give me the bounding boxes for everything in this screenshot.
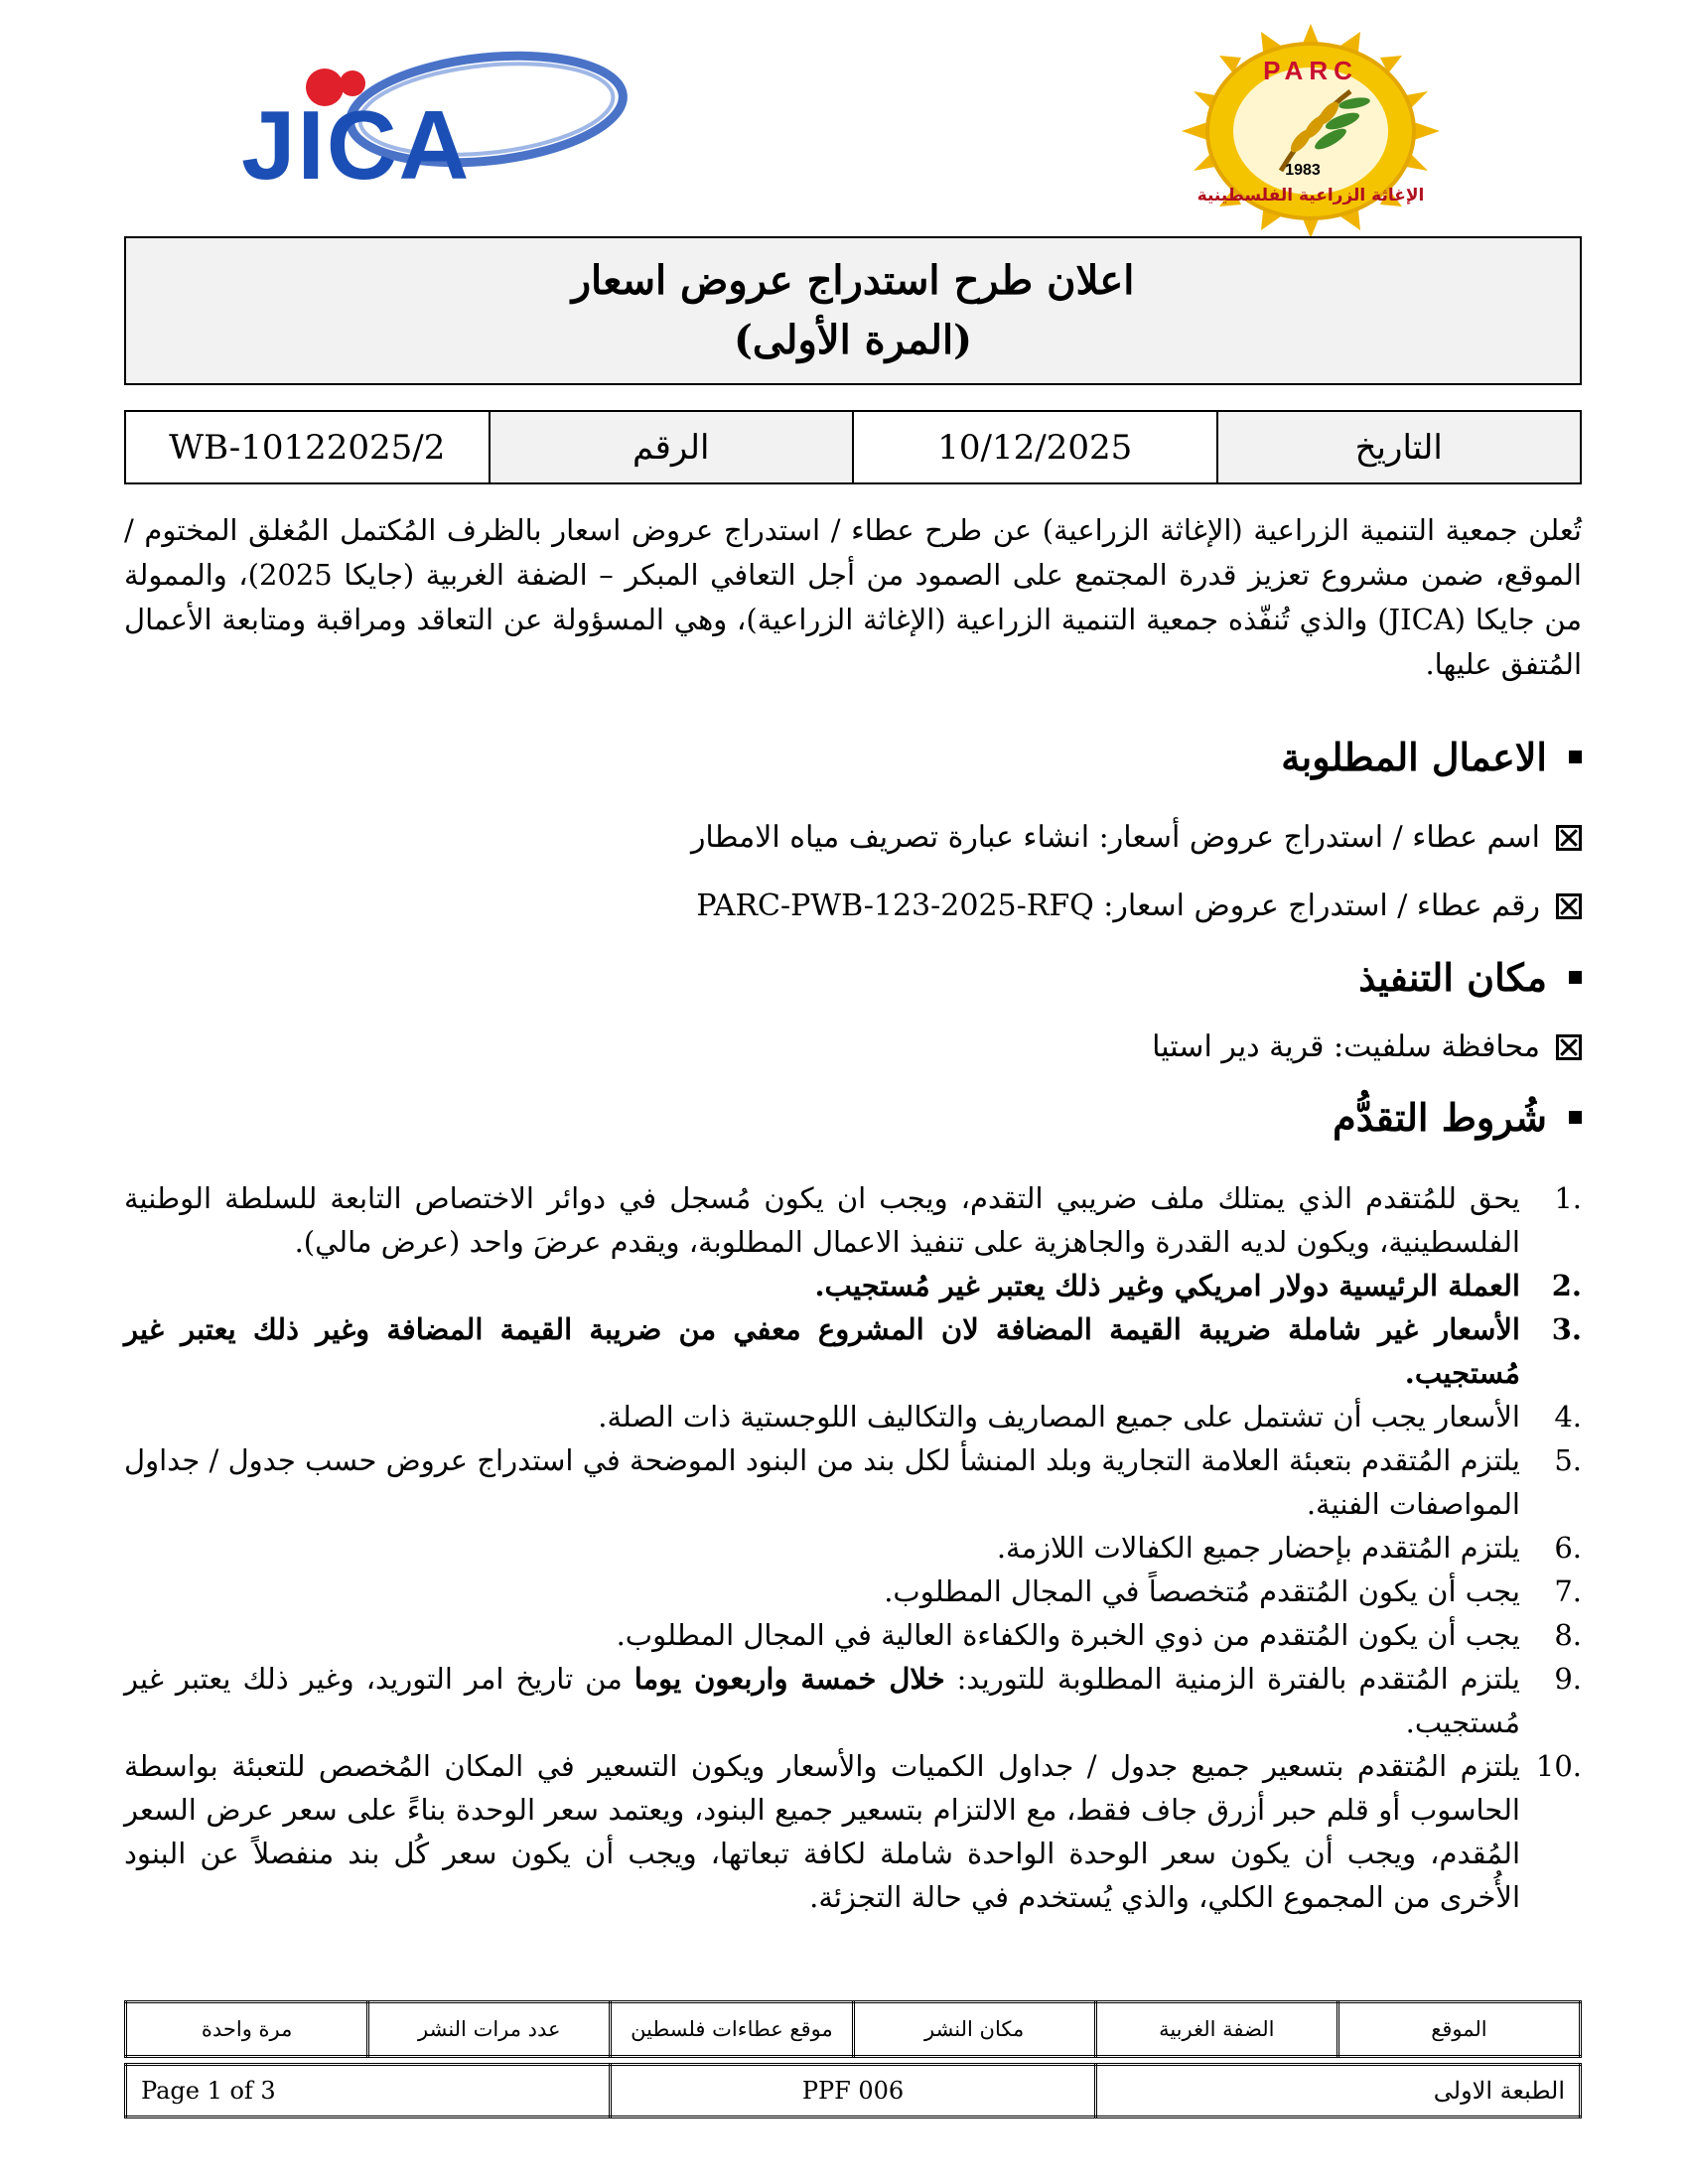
footer-form-code: PPF 006: [611, 2065, 1095, 2117]
condition-number: 5.: [1554, 1443, 1582, 1477]
location-item-text: محافظة سلفيت: قرية دير استيا: [1152, 1029, 1540, 1064]
announcement-title-box: [124, 236, 1582, 385]
date-label: التاريخ: [1217, 411, 1582, 483]
condition-text: الأسعار يجب أن تشتمل على جميع المصاريف والتكاليف اللوجستية ذات الصلة.: [598, 1400, 1520, 1433]
condition-number: 1.: [1554, 1181, 1582, 1215]
parc-logo-acronym: PARC: [1263, 56, 1358, 85]
date-number-table: [124, 410, 1582, 484]
intro-paragraph: تُعلن جمعية التنمية الزراعية (الإغاثة الزراعية) عن طرح عطاء / استدراج عروض اسعار بالظرف المُكتمل المُغلق المختوم / الموقع، ضمن مشروع تعزيز قدرة المجتمع على الصمود من أجل التعافي المبكر – الضفة الغربية (جايكا 2025)، والممولة من جايكا (JICA) والذي تُنفّذه جمعية التنمية الزراعية (الإغاثة الزراعية)، وهي المسؤولة عن التعاقد ومراقبة ومتابعة الأعمال المُتفق عليها.: [124, 513, 1582, 681]
footer-edition: الطبعة الاولى: [1095, 2065, 1580, 2117]
condition-text-after: من تاريخ امر التوريد، وغير ذلك يعتبر غير مُستجيب.: [124, 1662, 1520, 1739]
publication-info-table: [124, 2000, 1582, 2058]
condition-item: [124, 1570, 1582, 1613]
conditions-heading: [1333, 1095, 1582, 1140]
number-value: WB-10122025/2: [125, 411, 490, 483]
works-item-name-text: اسم عطاء / استدراج عروض أسعار: انشاء عبارة تصريف مياه الامطار: [690, 820, 1540, 855]
condition-text-bold: خلال خمسة واربعون يوما: [633, 1662, 945, 1696]
square-bullet-icon: [1569, 751, 1582, 763]
number-label: الرقم: [490, 411, 854, 483]
condition-text: يلتزم المُتقدم بتسعير جميع جدول / جداول الكميات والأسعار ويكون التسعير في المكان المُخصص للتعبئة بواسطة الحاسوب أو قلم حبر أزرق جاف فقط، مع الالتزام بتسعير جميع البنود، ويعتمد سعر الوحدة بناءً على سعر عرض السعر المُقدم، ويجب أن يكون سعر الوحدة الواحدة شاملة لكافة تبعاتها، ويجب أن يكون سعر كُل بند منفصلاً عن البنود الأُخرى من المجموع الكلي، والذي يُستخدم في حالة التجزئة.: [124, 1749, 1520, 1914]
condition-text: يلتزم المُتقدم بإحضار جميع الكفالات اللازمة.: [996, 1531, 1520, 1565]
parc-logo-year: 1983: [1285, 162, 1321, 179]
footer-location-label: الموقع: [1337, 2002, 1580, 2057]
conditions-list: [124, 1176, 1582, 1919]
condition-text: يجب أن يكون المُتقدم من ذوي الخبرة والكفاءة العالية في المجال المطلوب.: [616, 1618, 1520, 1652]
parc-logo-arabic: الإغاثة الزراعية الفلسطينية: [1196, 186, 1425, 205]
footer-page-number: Page 1 of 3: [126, 2065, 611, 2117]
condition-text: العملة الرئيسية دولار امريكي وغير ذلك يعتبر غير مُستجيب.: [814, 1269, 1520, 1302]
date-value: 10/12/2025: [853, 411, 1217, 483]
works-item-number-text: رقم عطاء / استدراج عروض اسعار: PARC-PWB-123-2025-RFQ: [696, 888, 1540, 923]
condition-item: [124, 1526, 1582, 1570]
jica-logo: [233, 40, 631, 199]
condition-text: يجب أن يكون المُتقدم مُتخصصاً في المجال المطلوب.: [884, 1574, 1520, 1608]
condition-item: [124, 1657, 1582, 1744]
footer-publish-count-value: مرة واحدة: [126, 2002, 368, 2057]
location-heading: [1358, 955, 1582, 1000]
condition-number: 4.: [1554, 1400, 1582, 1433]
announcement-subtitle: (المرة الأولى): [734, 317, 972, 363]
condition-number: 3.: [1551, 1312, 1582, 1346]
location-heading-text: مكان التنفيذ: [1358, 955, 1547, 1000]
condition-text: يحق للمُتقدم الذي يمتلك ملف ضريبي التقدم، ويجب ان يكون مُسجل في دوائر الاختصاص التابعة للسلطة الوطنية الفلسطينية، ويكون لديه القدرة والجاهزية على تنفيذ الاعمال المطلوبة، ويقدم عرضَ واحد (عرض مالي).: [124, 1181, 1520, 1259]
works-item-number: [696, 888, 1582, 923]
footer-publish-place-label: مكان النشر: [853, 2002, 1095, 2057]
location-item: [1152, 1029, 1582, 1064]
conditions-heading-text: شُروط التقدُّم: [1333, 1095, 1547, 1140]
checked-box-icon: [1556, 893, 1582, 919]
condition-number: 2.: [1551, 1269, 1582, 1302]
condition-number: 10.: [1535, 1749, 1582, 1783]
condition-item: [124, 1307, 1582, 1395]
condition-item: [124, 1744, 1582, 1919]
condition-text: الأسعار غير شاملة ضريبة القيمة المضافة لان المشروع معفي من ضريبة القيمة المضافة وغير ذلك يعتبر غير مُستجيب.: [124, 1312, 1520, 1390]
square-bullet-icon: [1569, 1111, 1582, 1124]
condition-number: 9.: [1554, 1662, 1582, 1696]
condition-text-before: يلتزم المُتقدم بالفترة الزمنية المطلوبة للتوريد:: [944, 1662, 1521, 1696]
announcement-title: اعلان طرح استدراج عروض اسعار: [571, 257, 1135, 304]
condition-number: 6.: [1554, 1531, 1582, 1565]
condition-item: [124, 1438, 1582, 1526]
document-footer-table: [124, 2063, 1582, 2118]
footer-location-value: الضفة الغربية: [1095, 2002, 1337, 2057]
square-bullet-icon: [1569, 971, 1582, 984]
works-heading: [1281, 735, 1582, 779]
condition-number: 7.: [1554, 1574, 1582, 1608]
condition-item: [124, 1395, 1582, 1438]
footer-publish-place-value: موقع عطاءات فلسطين: [611, 2002, 853, 2057]
condition-item: [124, 1613, 1582, 1657]
condition-item: [124, 1264, 1582, 1307]
parc-logo: [1112, 22, 1509, 240]
works-heading-text: الاعمال المطلوبة: [1281, 735, 1547, 779]
works-item-name: [691, 820, 1582, 855]
condition-number: 8.: [1554, 1618, 1582, 1652]
svg-text:JICA: JICA: [241, 90, 472, 199]
condition-item: [124, 1176, 1582, 1264]
footer-publish-count-label: عدد مرات النشر: [368, 2002, 611, 2057]
checked-box-icon: [1556, 825, 1582, 851]
checked-box-icon: [1556, 1034, 1582, 1060]
condition-text: يلتزم المُتقدم بتعبئة العلامة التجارية وبلد المنشأ لكل بند من البنود الموضحة في استدراج عروض حسب جدول / جداول المواصفات الفنية.: [124, 1443, 1520, 1521]
